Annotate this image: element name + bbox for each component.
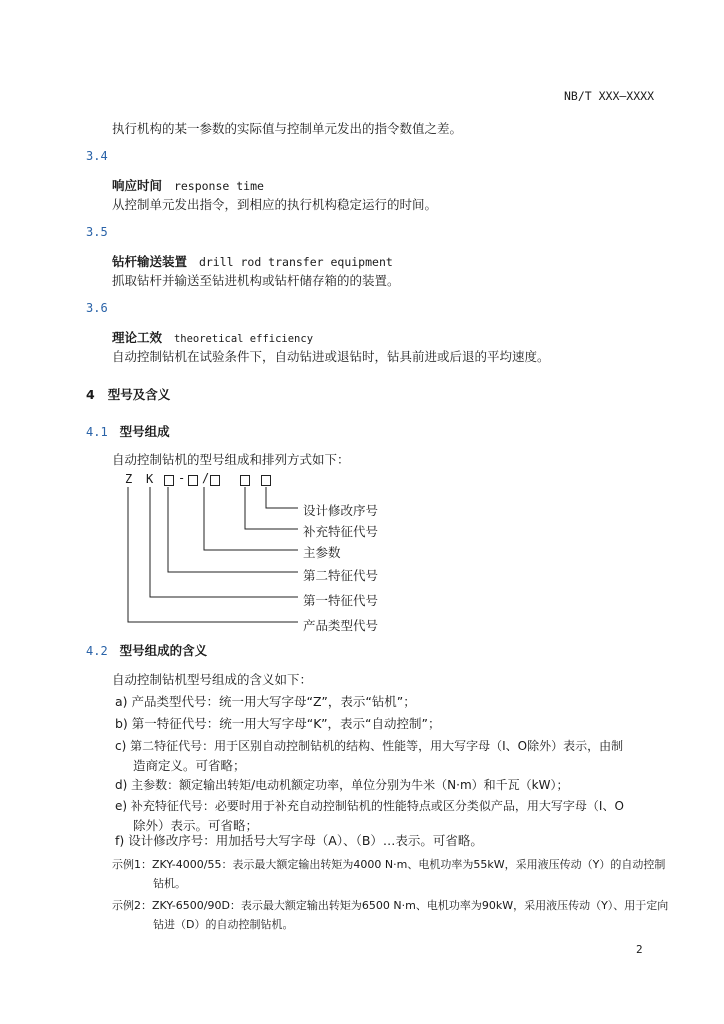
term-number: 3.6 (86, 301, 108, 315)
list-item (115, 797, 624, 814)
list-item-mark: d) (115, 778, 128, 792)
example-continuation: 钻机。 (153, 877, 186, 890)
list-item (115, 714, 441, 732)
example-continuation: 钻进（D）的自动控制钻机。 (153, 918, 294, 931)
list-item-text: 补充特征代号：必要时用于补充自动控制钻机的性能特点或区分类似产品，用大写字母（I、O (130, 799, 624, 813)
list-item-text: 第一特征代号：统一用大写字母“K”，表示“自动控制”； (131, 716, 441, 731)
subsection-intro: 自动控制钻机的型号组成和排列方式如下： (112, 452, 350, 467)
list-item-text: 产品类型代号：统一用大写字母“Z”，表示“钻机”； (131, 694, 416, 709)
list-item (115, 737, 623, 754)
list-item-mark: b) (115, 716, 128, 731)
code-letter-k: K (146, 472, 154, 486)
diagram-label: 设计修改序号 (303, 503, 379, 518)
code-dash: - (178, 471, 186, 485)
section-number: 4 (86, 387, 95, 402)
example (112, 856, 665, 872)
list-item-text: 主参数：额定输出转矩/电动机额定功率，单位分别为牛米（N·m）和千瓦（kW）； (131, 778, 569, 792)
code-slash: / (202, 471, 210, 485)
list-item-continuation: 除外）表示。可省略； (133, 818, 259, 833)
term-definition: 抓取钻杆并输送至钻进机构或钻杆储存箱的的装置。 (112, 273, 400, 288)
list-item-mark: f) (115, 833, 125, 848)
list-item (115, 692, 416, 710)
example-text: ZKY-6500/90D：表示最大额定输出转矩为6500 N·m、电机功率为90kW，采用液压传动（Y）、用于定向 (152, 899, 669, 912)
subsection-title: 型号组成的含义 (119, 643, 208, 658)
example-label: 示例1： (112, 858, 152, 871)
subsection-title: 型号组成 (119, 424, 170, 439)
term-cn: 理论工效 (112, 330, 163, 345)
list-item-mark: a) (115, 694, 128, 709)
list-item-text: 设计修改序号：用加括号大写字母（A）、（B）…表示。可省略。 (128, 833, 483, 848)
subsection-number: 4.2 (86, 644, 108, 658)
term-en: response time (173, 179, 264, 193)
term-definition: 自动控制钻机在试验条件下，自动钻进或退钻时，钻具前进或后退的平均速度。 (112, 349, 550, 364)
term-definition: 从控制单元发出指令，到相应的执行机构稳定运行的时间。 (112, 197, 438, 212)
example-text: ZKY-4000/55：表示最大额定输出转矩为4000 N·m、电机功率为55kW，采用液压传动（Y）的自动控制 (152, 858, 666, 871)
term-number: 3.4 (86, 149, 108, 163)
list-item (115, 831, 483, 849)
list-item-continuation: 造商定义。可省略； (133, 758, 246, 773)
standard-code-header: NB/T XXX—XXXX (563, 89, 654, 103)
term-cn: 响应时间 (112, 178, 163, 193)
term-en: drill rod transfer equipment (198, 255, 393, 269)
page-number: 2 (636, 943, 643, 956)
diagram-label: 主参数 (303, 545, 341, 560)
term-cn: 钻杆输送装置 (112, 254, 188, 269)
list-item (115, 776, 568, 793)
list-item-mark: e) (115, 799, 128, 813)
diagram-label: 第一特征代号 (303, 593, 379, 608)
diagram-label: 产品类型代号 (303, 618, 379, 633)
subsection-number: 4.1 (86, 425, 108, 439)
list-item-text: 第二特征代号：用于区别自动控制钻机的结构、性能等，用大写字母（I、O除外）表示，由制 (130, 739, 624, 753)
section-title: 型号及含义 (107, 387, 171, 402)
intro-line: 执行机构的某一参数的实际值与控制单元发出的指令数值之差。 (112, 121, 463, 136)
subsection-intro: 自动控制钻机型号组成的含义如下： (112, 672, 313, 687)
list-item-mark: c) (115, 739, 127, 753)
example-label: 示例2： (112, 899, 152, 912)
code-letter-z: Z (125, 472, 133, 486)
example (112, 897, 668, 913)
term-en: theoretical efficiency (173, 333, 314, 345)
subsection-heading (86, 641, 207, 659)
term-number: 3.5 (86, 225, 108, 239)
diagram-label: 补充特征代号 (303, 524, 379, 539)
diagram-label: 第二特征代号 (303, 568, 379, 583)
